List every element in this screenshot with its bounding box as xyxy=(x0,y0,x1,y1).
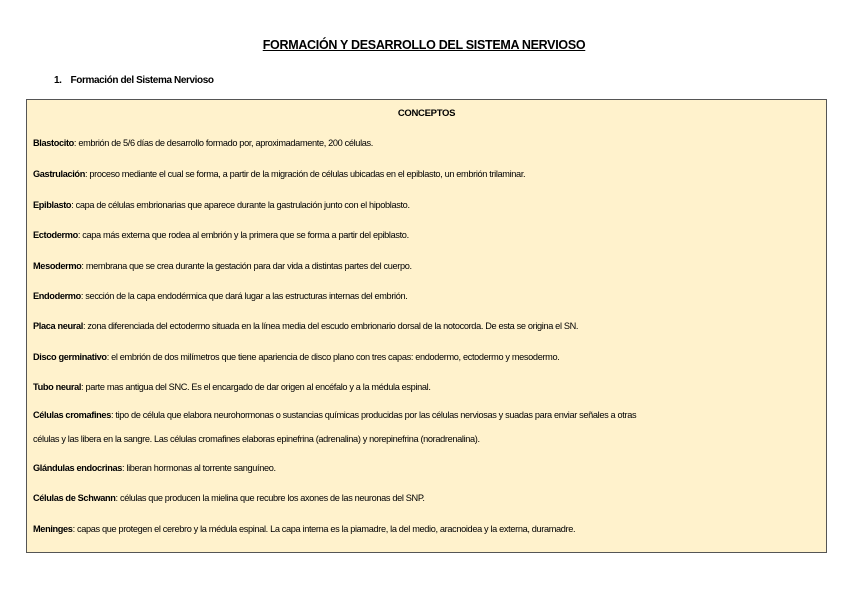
concept-definition: : parte mas antigua del SNC. Es el encargado de dar origen al encéfalo y a la médula espinal. xyxy=(81,382,431,392)
concept-term: Tubo neural xyxy=(33,382,82,392)
concept-term: Gastrulación xyxy=(33,169,85,179)
concept-item xyxy=(33,517,820,541)
concept-definition: : capa de células embrionarias que aparece durante la gastrulación junto con el hipoblasto. xyxy=(71,200,410,210)
concept-term: Epiblasto xyxy=(33,200,72,210)
concept-definition: : liberan hormonas al torrente sanguíneo. xyxy=(122,463,276,473)
concept-item xyxy=(33,131,820,155)
concept-term: Células cromafines xyxy=(33,410,111,420)
concept-item xyxy=(33,223,820,247)
concept-definition: : proceso mediante el cual se forma, a partir de la migración de células ubicadas en el epiblasto, un embrión trilaminar. xyxy=(84,169,526,179)
concept-term: Disco germinativo xyxy=(33,352,107,362)
concept-item xyxy=(33,403,820,427)
concept-definition: : capa más externa que rodea al embrión y la primera que se forma a partir del epiblasto. xyxy=(77,230,409,240)
concept-term: Ectodermo xyxy=(33,230,78,240)
concept-item xyxy=(33,254,820,278)
concept-item xyxy=(33,486,820,510)
section-label: Formación del Sistema Nervioso xyxy=(70,75,214,86)
concepts-heading: CONCEPTOS xyxy=(397,108,456,119)
concept-item xyxy=(33,284,820,308)
concept-term: Glándulas endocrinas xyxy=(33,463,122,473)
concept-item xyxy=(33,314,820,338)
concept-term: Endodermo xyxy=(33,291,81,301)
concept-term: Placa neural xyxy=(33,321,83,331)
document-title: FORMACIÓN Y DESARROLLO DEL SISTEMA NERVIOSO xyxy=(262,38,586,52)
concept-definition: : capas que protegen el cerebro y la médula espinal. La capa interna es la piamadre, la del medio, aracnoidea y la externa, duramadre. xyxy=(72,524,576,534)
concept-definition: : células que producen la mielina que recubre los axones de las neuronas del SNP. xyxy=(115,493,425,503)
concept-definition: : embrión de 5/6 días de desarrollo formado por, aproximadamente, 200 células. xyxy=(73,138,373,148)
concept-definition: : zona diferenciada del ectodermo situada en la línea media del escudo embrionario dorsal de la notocorda. De esta se origina el SN. xyxy=(82,321,579,331)
concept-item-continuation: células y las libera en la sangre. Las células cromafines elaboras epinefrina (adrenalina) y norepinefrina (noradrenalina). xyxy=(33,434,480,444)
concept-term: Meninges xyxy=(33,524,73,534)
concept-term: Mesodermo xyxy=(33,261,82,271)
section-number: 1. xyxy=(54,75,62,86)
concept-item xyxy=(33,162,820,186)
concept-definition: : tipo de célula que elabora neurohormonas o sustancias químicas producidas por las células nerviosas y suadas para enviar señales a otras xyxy=(110,410,637,420)
concept-definition: : sección de la capa endodérmica que dará lugar a las estructuras internas del embrión. xyxy=(80,291,408,301)
concept-term: Blastocito xyxy=(33,138,74,148)
concept-definition: : membrana que se crea durante la gestación para dar vida a distintas partes del cuerpo. xyxy=(81,261,412,271)
concept-item xyxy=(33,456,820,480)
section-heading xyxy=(54,75,214,86)
concept-definition: : el embrión de dos milímetros que tiene apariencia de disco plano con tres capas: endodermo, ectodermo y mesodermo. xyxy=(106,352,560,362)
concept-item xyxy=(33,193,820,217)
concept-item xyxy=(33,345,820,369)
concepts-box xyxy=(26,99,827,553)
concept-term: Células de Schwann xyxy=(33,493,116,503)
concept-item xyxy=(33,375,820,399)
